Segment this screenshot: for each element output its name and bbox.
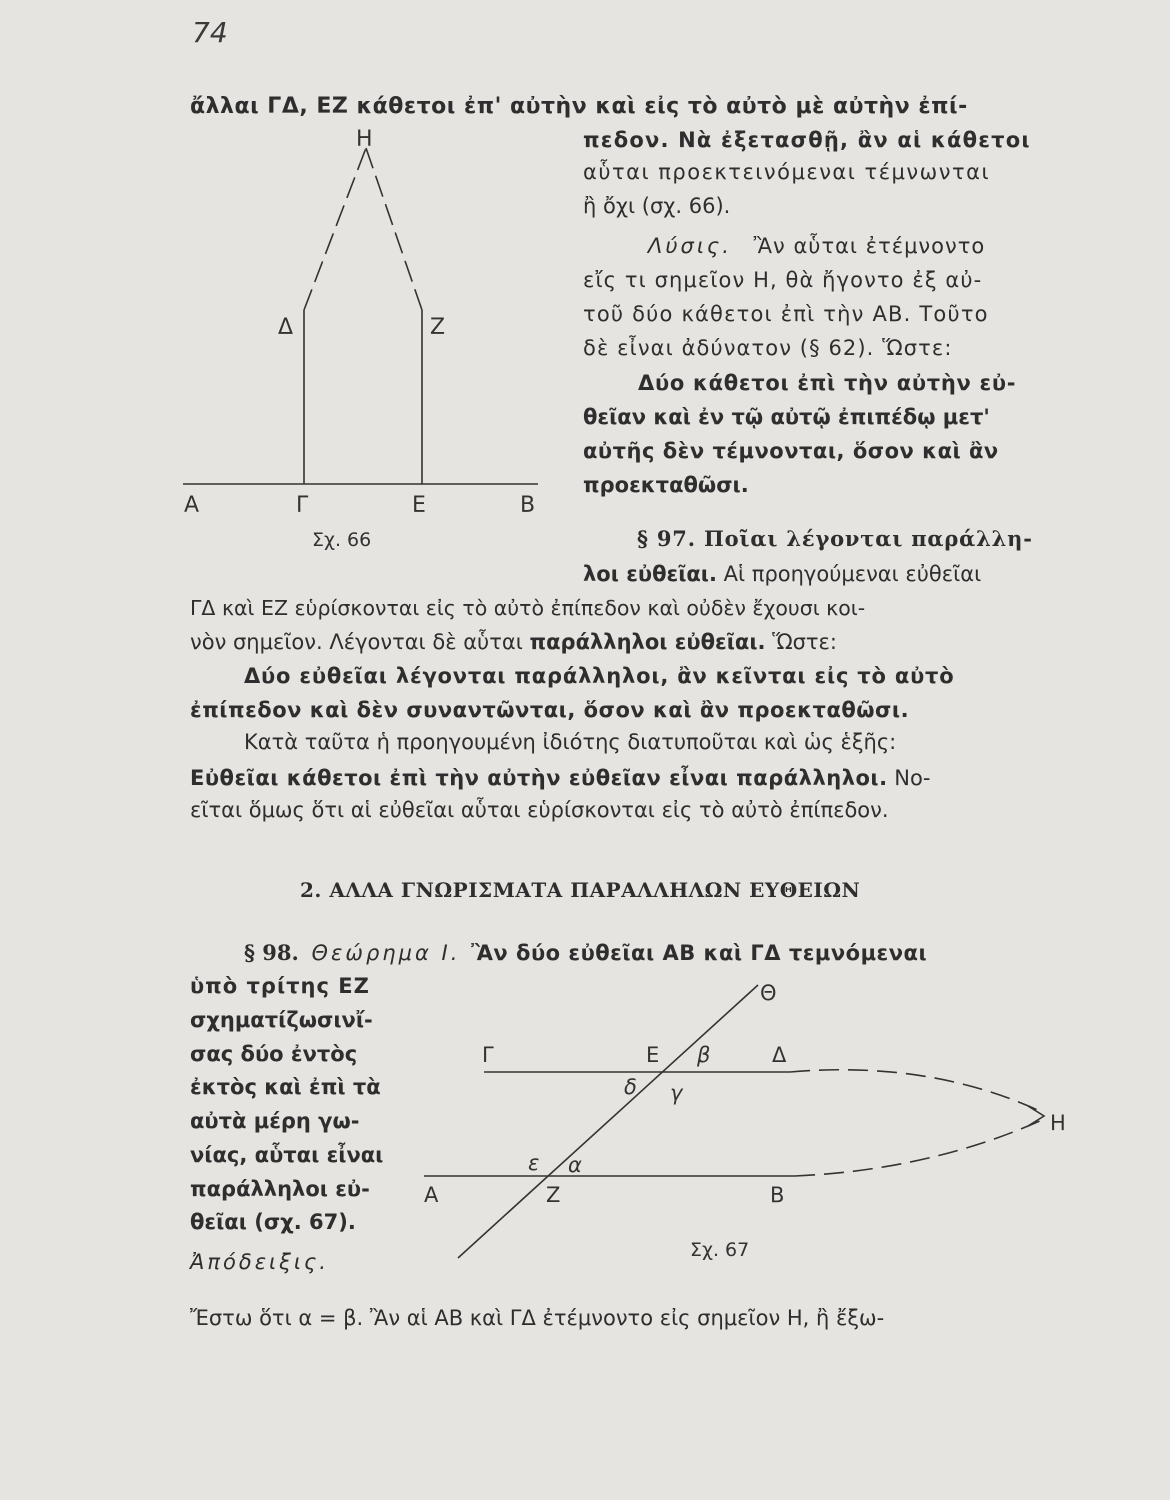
term-parallel: παράλληλοι εὐθεῖαι. xyxy=(529,630,766,654)
theorem-line: αὐτὰ μέρη γω- xyxy=(190,1109,360,1133)
theorem-line: σχηματίζωσινἴ- xyxy=(190,1008,373,1032)
text-line: προεκταθῶσι. xyxy=(583,473,749,497)
definition-line: ἐπίπεδον καὶ δὲν συναντῶνται, ὅσον καὶ ἂν προεκταθῶσι. xyxy=(190,698,910,722)
theorem-line: σας δύο ἐντὸς xyxy=(190,1042,358,1066)
label-beta: Β xyxy=(520,493,536,518)
solution-text: Ἂν αὗται ἐτέμνοντο xyxy=(753,234,986,258)
definition-line: Δύο εὐθεῖαι λέγονται παράλληλοι, ἂν κεῖνται εἰς τὸ αὐτὸ xyxy=(244,664,955,688)
label-gamma: Γ xyxy=(482,1043,494,1067)
dashed-extension-gd xyxy=(790,1070,1042,1112)
theorem-line: νίας, αὗται εἶναι xyxy=(190,1143,384,1167)
label-delta: Δ xyxy=(278,315,294,340)
label-epsilon-angle: ε xyxy=(528,1151,540,1175)
text-line: δὲ εἶναι ἀδύνατον (§ 62). Ὥστε: xyxy=(583,336,953,360)
text-line: αὐτῆς δὲν τέμνονται, ὅσον καὶ ἂν xyxy=(583,439,999,463)
section-97-text: Αἱ προηγούμεναι εὐθεῖαι xyxy=(723,562,982,586)
figure-67 xyxy=(424,985,1044,1258)
label-alpha: Α xyxy=(424,1183,439,1207)
text-line: Ἔστω ὅτι α = β. Ἂν αἱ ΑΒ καὶ ΓΔ ἐτέμνοντο εἰς σημεῖον Η, ἢ ἔξω- xyxy=(190,1306,885,1330)
section-98-number: § 98. xyxy=(244,940,299,965)
text-fragment: Νο- xyxy=(894,766,931,790)
solution-label: Λύσις. xyxy=(648,234,732,258)
section-97-title: § 97. Ποῖαι λέγονται παράλλη- xyxy=(637,526,1033,551)
figure-66 xyxy=(183,148,538,484)
corollary: Εὐθεῖαι κάθετοι ἐπὶ τὴν αὐτὴν εὐθεῖαν εἶναι παράλληλοι. xyxy=(190,766,888,790)
label-beta: Β xyxy=(770,1183,785,1207)
dashed-extension-ab xyxy=(795,1120,1042,1176)
text-line: εἴς τι σημεῖον Η, θὰ ἤγοντο ἐξ αὐ- xyxy=(583,268,983,292)
label-zeta: Ζ xyxy=(546,1183,561,1207)
section-97-title-cont: λοι εὐθεῖαι. xyxy=(583,562,717,586)
label-delta: Δ xyxy=(772,1043,787,1067)
text-line: πεδον. Νὰ ἐξετασθῇ, ἂν αἱ κάθετοι xyxy=(583,128,1031,152)
label-alpha: Α xyxy=(184,493,200,518)
label-theta: Θ xyxy=(760,981,777,1005)
label-eta: Η xyxy=(1050,1111,1066,1135)
label-epsilon: Ε xyxy=(646,1043,660,1067)
transversal-ez xyxy=(458,985,758,1258)
text-line: Κατὰ ταῦτα ἡ προηγουμένη ἰδιότης διατυποῦται καὶ ὡς ἑξῆς: xyxy=(244,730,897,754)
theorem-line: ἐκτὸς καὶ ἐπὶ τὰ xyxy=(190,1075,381,1099)
label-epsilon: Ε xyxy=(412,493,426,518)
label-eta: Η xyxy=(356,127,373,152)
dashed-extension-d xyxy=(304,148,366,310)
figure-66-caption: Σχ. 66 xyxy=(312,529,372,551)
label-delta-angle: δ xyxy=(624,1075,637,1099)
label-gamma-angle: γ xyxy=(670,1081,683,1105)
text-line: αὗται προεκτεινόμεναι τέμνωνται xyxy=(583,160,991,184)
text-line: ἢ ὄχι (σχ. 66). xyxy=(583,194,731,218)
label-zeta: Ζ xyxy=(430,315,446,340)
text-fragment: νὸν σημεῖον. Λέγονται δὲ αὗται xyxy=(190,630,523,654)
proof-label: Ἀπόδειξις. xyxy=(190,1250,329,1274)
page-number: 74 xyxy=(192,16,228,49)
text-line: ΓΔ καὶ ΕΖ εὑρίσκονται εἰς τὸ αὐτὸ ἐπίπεδον καὶ οὐδὲν ἔχουσι κοι- xyxy=(190,596,866,620)
theorem-line: θεῖαι (σχ. 67). xyxy=(190,1210,356,1234)
text-line: τοῦ δύο κάθετοι ἐπὶ τὴν ΑΒ. Τοῦτο xyxy=(583,302,989,326)
label-beta-angle: β xyxy=(697,1043,711,1067)
text-fragment: Ὥστε: xyxy=(772,630,837,654)
theorem-label: Θεώρημα I. xyxy=(311,941,461,965)
label-gamma: Γ xyxy=(296,493,309,518)
text-line: Δύο κάθετοι ἐπὶ τὴν αὐτὴν εὐ- xyxy=(638,371,1017,395)
section-heading: 2. ΑΛΛΑ ΓΝΩΡΙΣΜΑΤΑ ΠΑΡΑΛΛΗΛΩΝ ΕΥΘΕΙΩΝ xyxy=(300,878,861,902)
label-alpha-angle: α xyxy=(568,1153,582,1177)
theorem-line: παράλληλοι εὐ- xyxy=(190,1177,370,1201)
text-line: εῖται ὅμως ὅτι αἱ εὐθεῖαι αὗται εὑρίσκονται εἰς τὸ αὐτὸ ἐπίπεδον. xyxy=(190,798,889,822)
dashed-extension-z xyxy=(366,148,422,310)
text-line: θεῖαν καὶ ἐν τῷ αὐτῷ ἐπιπέδῳ μετ' xyxy=(583,405,990,429)
text-line: ἄλλαι ΓΔ, ΕΖ κάθετοι ἐπ' αὐτὴν καὶ εἰς τὸ αὐτὸ μὲ αὐτὴν ἐπί- xyxy=(190,94,968,119)
theorem-line: ὑπὸ τρίτης ΕΖ xyxy=(190,974,370,998)
figure-67-caption: Σχ. 67 xyxy=(690,1239,750,1261)
theorem-text: Ἂν δύο εὐθεῖαι ΑΒ καὶ ΓΔ τεμνόμεναι xyxy=(471,941,928,965)
